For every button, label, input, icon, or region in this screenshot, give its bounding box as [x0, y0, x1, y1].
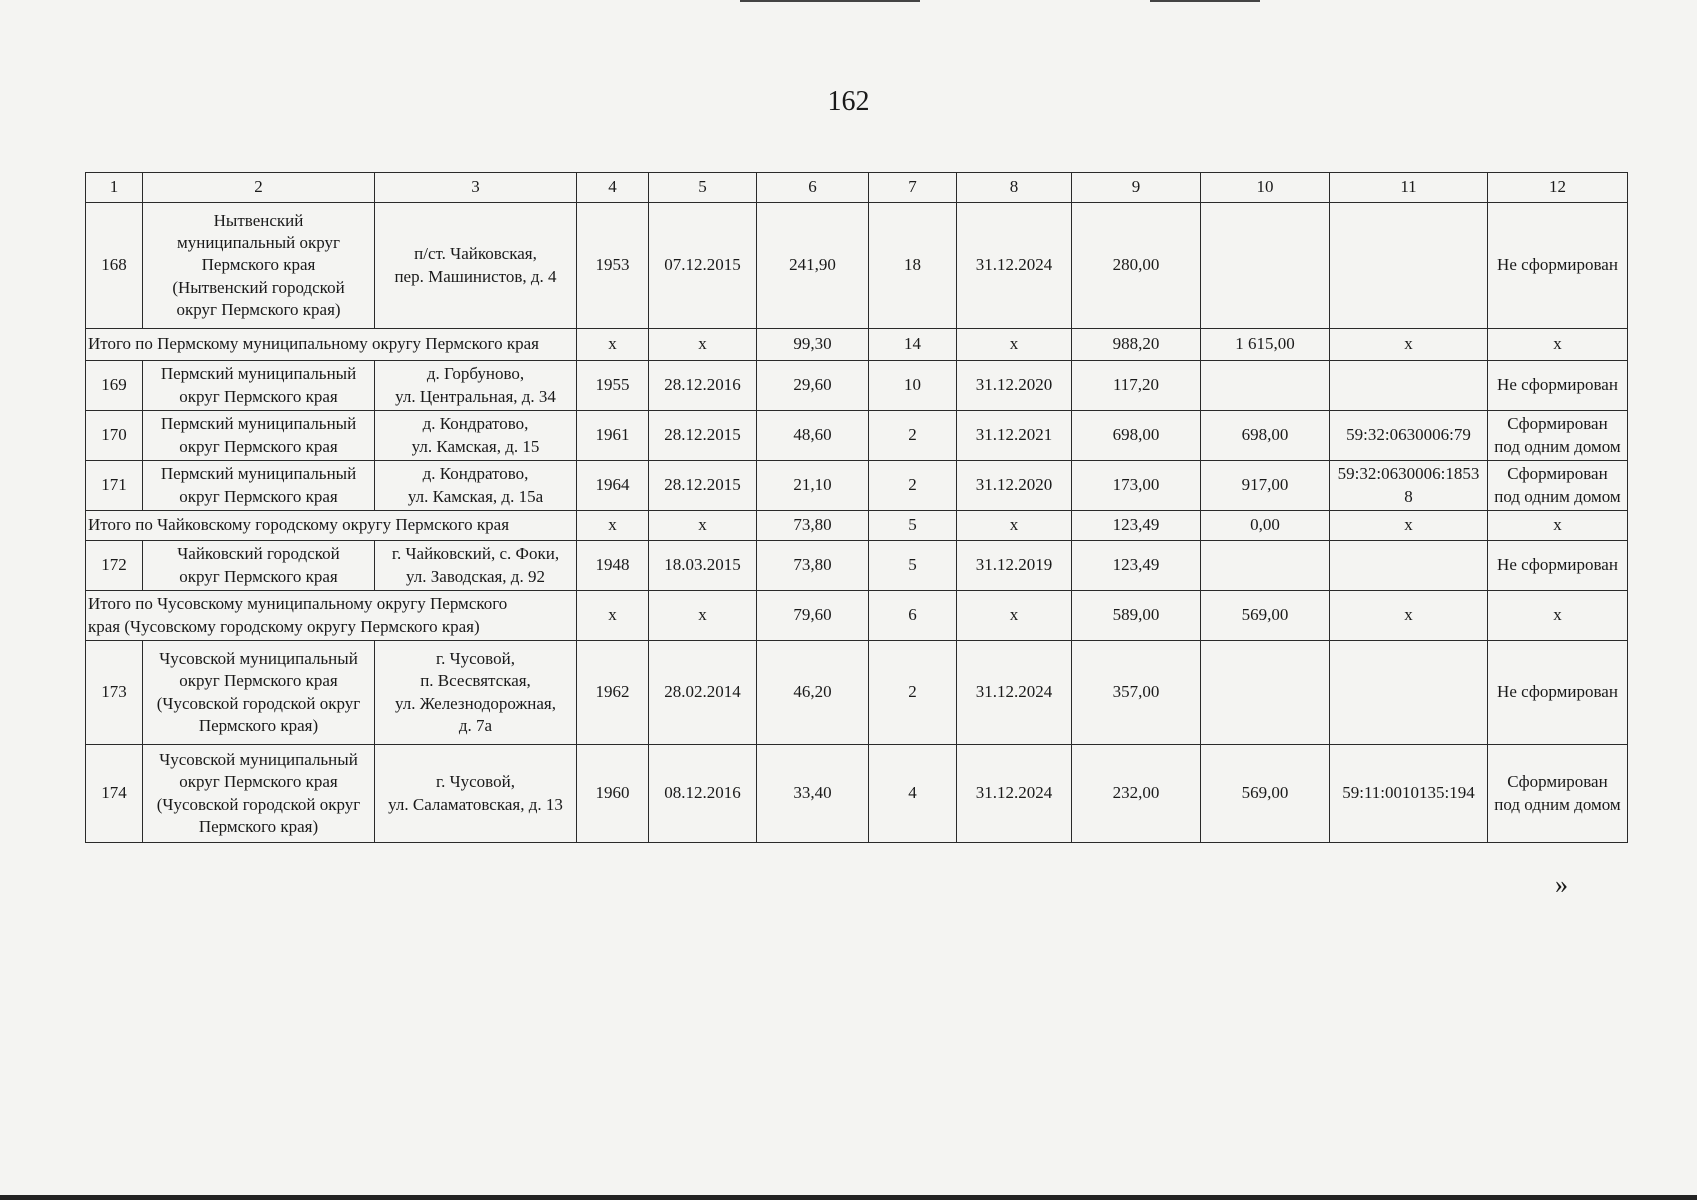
table-cell: 28.12.2015 [649, 411, 757, 461]
total-row [86, 511, 1628, 541]
table-cell: д. Кондратово, ул. Камская, д. 15а [375, 461, 577, 511]
table-cell: п/ст. Чайковская, пер. Машинистов, д. 4 [375, 203, 577, 329]
table-cell: х [1488, 591, 1628, 641]
table-cell: 59:32:0630006:79 [1330, 411, 1488, 461]
table-cell: 28.12.2016 [649, 361, 757, 411]
table-row [86, 641, 1628, 745]
table-cell: 73,80 [757, 541, 869, 591]
table-cell [1201, 641, 1330, 745]
column-number-1: 1 [86, 173, 143, 203]
table-cell: 117,20 [1072, 361, 1201, 411]
table-cell: 0,00 [1201, 511, 1330, 541]
table-cell [1330, 641, 1488, 745]
table-cell [1201, 541, 1330, 591]
total-label: Итого по Чайковскому городскому округу Пермского края [86, 511, 577, 541]
table-cell: 569,00 [1201, 591, 1330, 641]
table-cell: 59:32:0630006:1853 8 [1330, 461, 1488, 511]
table-cell: х [1330, 329, 1488, 361]
table-cell: 10 [869, 361, 957, 411]
column-number-9: 9 [1072, 173, 1201, 203]
table-cell: 232,00 [1072, 745, 1201, 843]
table-cell: 79,60 [757, 591, 869, 641]
table-cell: х [649, 511, 757, 541]
table-cell: 280,00 [1072, 203, 1201, 329]
table-cell: 31.12.2020 [957, 361, 1072, 411]
table-cell: г. Чайковский, с. Фоки, ул. Заводская, д. 92 [375, 541, 577, 591]
table-cell: Не сформирован [1488, 541, 1628, 591]
column-number-10: 10 [1201, 173, 1330, 203]
table-cell: 173,00 [1072, 461, 1201, 511]
table-cell: х [649, 591, 757, 641]
register-table [85, 172, 1628, 843]
table-cell: Сформирован под одним домом [1488, 411, 1628, 461]
table-cell: 357,00 [1072, 641, 1201, 745]
table-cell: 168 [86, 203, 143, 329]
table-row [86, 411, 1628, 461]
table-cell [1330, 541, 1488, 591]
table-cell: 169 [86, 361, 143, 411]
table-cell [1201, 203, 1330, 329]
table-cell: д. Горбуново, ул. Центральная, д. 34 [375, 361, 577, 411]
table-cell: 173 [86, 641, 143, 745]
table-cell: 698,00 [1072, 411, 1201, 461]
table-cell [1330, 203, 1488, 329]
total-row [86, 591, 1628, 641]
table-cell: 1 615,00 [1201, 329, 1330, 361]
table-cell: х [577, 329, 649, 361]
table-cell: 241,90 [757, 203, 869, 329]
column-number-2: 2 [143, 173, 375, 203]
table-cell: х [1488, 511, 1628, 541]
continuation-mark: » [1555, 870, 1568, 899]
table-cell: Не сформирован [1488, 641, 1628, 745]
table-cell: 31.12.2019 [957, 541, 1072, 591]
table-cell: х [649, 329, 757, 361]
table-cell: 1961 [577, 411, 649, 461]
table-cell: 174 [86, 745, 143, 843]
table-cell: 123,49 [1072, 541, 1201, 591]
table-cell: 48,60 [757, 411, 869, 461]
total-row [86, 329, 1628, 361]
table-cell: 31.12.2024 [957, 203, 1072, 329]
table-cell: 1948 [577, 541, 649, 591]
table-cell: 2 [869, 411, 957, 461]
table-cell: 171 [86, 461, 143, 511]
table-cell: 28.02.2014 [649, 641, 757, 745]
table-cell: Не сформирован [1488, 361, 1628, 411]
column-number-11: 11 [1330, 173, 1488, 203]
table-cell: х [1330, 591, 1488, 641]
header-row [86, 173, 1628, 203]
table-cell: 33,40 [757, 745, 869, 843]
table-cell: 1964 [577, 461, 649, 511]
table-cell: х [957, 511, 1072, 541]
table-cell: х [1330, 511, 1488, 541]
table-cell: 988,20 [1072, 329, 1201, 361]
column-number-8: 8 [957, 173, 1072, 203]
total-label: Итого по Чусовскому муниципальному округу Пермского края (Чусовскому городскому округу Пермского края) [86, 591, 577, 641]
table-cell: Чусовской муниципальный округ Пермского края (Чусовской городской округ Пермского края) [143, 641, 375, 745]
table-cell: 08.12.2016 [649, 745, 757, 843]
table-cell: 18.03.2015 [649, 541, 757, 591]
table-cell: 4 [869, 745, 957, 843]
table-cell: 73,80 [757, 511, 869, 541]
table-cell: г. Чусовой, п. Всесвятская, ул. Железнодорожная, д. 7а [375, 641, 577, 745]
table-cell: Не сформирован [1488, 203, 1628, 329]
table-cell: Чусовской муниципальный округ Пермского края (Чусовской городской округ Пермского края) [143, 745, 375, 843]
table-cell: 170 [86, 411, 143, 461]
table-cell: Сформирован под одним домом [1488, 745, 1628, 843]
top-edge-mark [740, 0, 920, 2]
column-number-4: 4 [577, 173, 649, 203]
table-cell: 18 [869, 203, 957, 329]
table-cell: 21,10 [757, 461, 869, 511]
table-cell: Чайковский городской округ Пермского края [143, 541, 375, 591]
table-cell: 99,30 [757, 329, 869, 361]
table-cell: 569,00 [1201, 745, 1330, 843]
column-number-5: 5 [649, 173, 757, 203]
table-cell: 172 [86, 541, 143, 591]
table-cell: 31.12.2020 [957, 461, 1072, 511]
column-number-12: 12 [1488, 173, 1628, 203]
scan-bottom-edge [0, 1195, 1697, 1200]
table-cell: 123,49 [1072, 511, 1201, 541]
table-cell: 31.12.2021 [957, 411, 1072, 461]
table-cell: х [577, 511, 649, 541]
table-cell: х [957, 329, 1072, 361]
table-cell: Пермский муниципальный округ Пермского края [143, 411, 375, 461]
table-row [86, 745, 1628, 843]
table-cell: 46,20 [757, 641, 869, 745]
column-number-3: 3 [375, 173, 577, 203]
page-number: 162 [827, 86, 870, 117]
table-cell: 698,00 [1201, 411, 1330, 461]
table-cell: 1955 [577, 361, 649, 411]
table-cell: 2 [869, 641, 957, 745]
table-cell: 29,60 [757, 361, 869, 411]
table-cell: 589,00 [1072, 591, 1201, 641]
table-row [86, 541, 1628, 591]
table-cell: 1960 [577, 745, 649, 843]
table-row [86, 461, 1628, 511]
table-cell: 14 [869, 329, 957, 361]
table-cell: 5 [869, 541, 957, 591]
table-cell: 2 [869, 461, 957, 511]
table-cell: 07.12.2015 [649, 203, 757, 329]
table-row [86, 361, 1628, 411]
table-cell: 6 [869, 591, 957, 641]
table-cell: Нытвенский муниципальный округ Пермского края (Нытвенский городской округ Пермского края) [143, 203, 375, 329]
table-row [86, 203, 1628, 329]
column-number-6: 6 [757, 173, 869, 203]
table-cell: 31.12.2024 [957, 641, 1072, 745]
table-cell: 5 [869, 511, 957, 541]
table-cell: Пермский муниципальный округ Пермского края [143, 361, 375, 411]
table-cell: 917,00 [1201, 461, 1330, 511]
table-cell [1330, 361, 1488, 411]
table-cell: х [957, 591, 1072, 641]
table-cell: д. Кондратово, ул. Камская, д. 15 [375, 411, 577, 461]
table-cell: г. Чусовой, ул. Саламатовская, д. 13 [375, 745, 577, 843]
table-cell: 28.12.2015 [649, 461, 757, 511]
table-cell: 59:11:0010135:194 [1330, 745, 1488, 843]
table-cell: Сформирован под одним домом [1488, 461, 1628, 511]
column-number-7: 7 [869, 173, 957, 203]
table-cell: х [577, 591, 649, 641]
table-cell: 1953 [577, 203, 649, 329]
table-cell: 31.12.2024 [957, 745, 1072, 843]
table-cell: 1962 [577, 641, 649, 745]
top-edge-mark [1150, 0, 1260, 2]
table-cell [1201, 361, 1330, 411]
table-cell: х [1488, 329, 1628, 361]
total-label: Итого по Пермскому муниципальному округу Пермского края [86, 329, 577, 361]
table-cell: Пермский муниципальный округ Пермского края [143, 461, 375, 511]
